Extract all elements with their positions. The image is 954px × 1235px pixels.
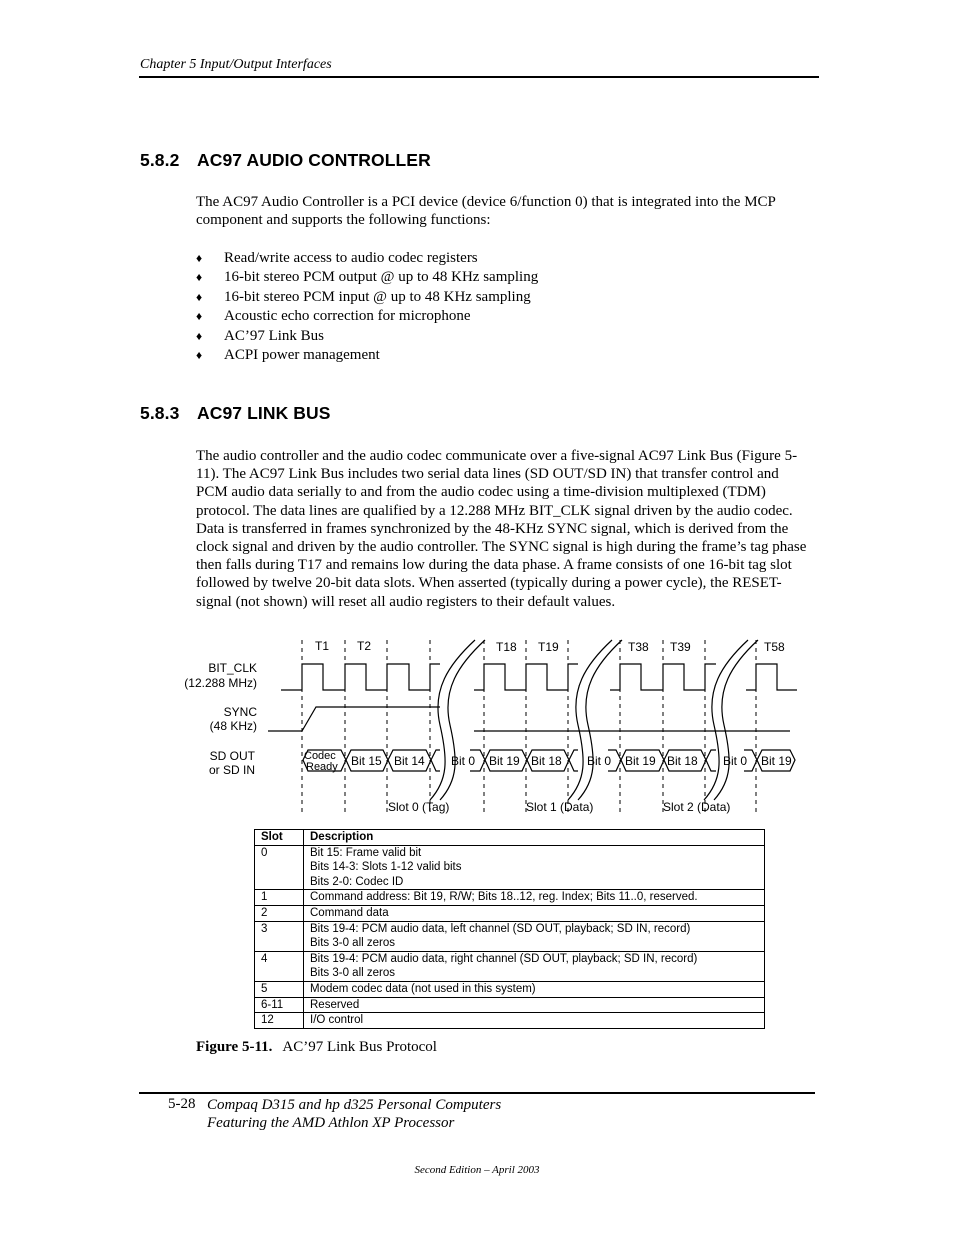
running-header: Chapter 5 Input/Output Interfaces [140, 57, 332, 72]
time-label: T58 [764, 640, 785, 654]
time-label: T38 [628, 640, 649, 654]
figure-title: AC’97 Link Bus Protocol [282, 1039, 437, 1055]
bit-label: Bit 15 [351, 754, 382, 768]
diamond-bullet-icon: ♦ [196, 309, 203, 324]
description-cell: Bits 19-4: PCM audio data, left channel (SD OUT, playback; SD IN, record) Bits 3-0 all zeros [304, 921, 765, 951]
list-item: ♦ Read/write access to audio codec registers [196, 249, 538, 268]
codec-ready-label: Codec [304, 750, 336, 762]
list-item: ♦ AC’97 Link Bus [196, 327, 538, 346]
slot-cell: 5 [255, 981, 304, 997]
list-item: ♦ Acoustic echo correction for microphone [196, 307, 538, 326]
slot-cell: 6-11 [255, 997, 304, 1013]
bitclk-waveform [610, 664, 716, 690]
slot-label: Slot 2 (Data) [663, 800, 731, 814]
codec-ready-label: Ready [306, 761, 338, 773]
bit-label: Bit 14 [394, 754, 425, 768]
list-item: ♦ ACPI power management [196, 346, 538, 365]
bit-label: Bit 19 [489, 754, 520, 768]
table-row [255, 921, 765, 951]
edition-note: Second Edition – April 2003 [414, 1164, 540, 1176]
slot-cell: 2 [255, 905, 304, 921]
figure-label: Figure 5-11. [196, 1039, 273, 1055]
signal-label-sync: SYNC [223, 705, 257, 719]
bitclk-waveform [281, 664, 440, 690]
diamond-bullet-icon: ♦ [196, 347, 203, 362]
bit-label: Bit 0 [587, 754, 612, 768]
table-row [255, 951, 765, 981]
page-number: 5-28 [168, 1096, 196, 1112]
time-label: T1 [315, 639, 330, 653]
signal-label-bitclk-freq: (12.288 MHz) [184, 676, 257, 690]
column-header-description: Description [304, 830, 765, 846]
slot-cell: 3 [255, 921, 304, 951]
slot-label: Slot 1 (Data) [526, 800, 594, 814]
signal-label-sync-freq: (48 KHz) [209, 719, 257, 733]
slot-cell: 0 [255, 845, 304, 890]
list-item: ♦ 16-bit stereo PCM output @ up to 48 KHz sampling [196, 268, 538, 287]
bitclk-waveform [474, 664, 578, 690]
slot-label: Slot 0 (Tag) [388, 800, 450, 814]
table-row [255, 845, 765, 890]
list-item: ♦ 16-bit stereo PCM input @ up to 48 KHz sampling [196, 288, 538, 307]
column-header-slot: Slot [255, 830, 304, 846]
slot-cell: 1 [255, 890, 304, 906]
slot-cell: 12 [255, 1013, 304, 1029]
time-marker-lines [302, 640, 756, 812]
signal-label-sd: SD OUT [209, 749, 255, 763]
footer-rule [139, 1092, 815, 1094]
table-row [255, 997, 765, 1013]
bit-label: Bit 0 [451, 754, 476, 768]
bit-label: Bit 19 [625, 754, 656, 768]
section-title: AC97 AUDIO CONTROLLER [197, 150, 431, 170]
sync-waveform [268, 707, 440, 731]
figure-caption [196, 1039, 437, 1056]
diamond-bullet-icon: ♦ [196, 328, 203, 343]
bit-label: Bit 18 [667, 754, 698, 768]
section-number: 5.8.2 [140, 150, 180, 170]
bitclk-waveform [746, 664, 797, 690]
description-cell: Modem codec data (not used in this system) [304, 981, 765, 997]
bit-label: Bit 18 [531, 754, 562, 768]
signal-label-sd-2: or SD IN [208, 763, 255, 777]
diamond-bullet-icon: ♦ [196, 289, 203, 304]
table-row [255, 905, 765, 921]
table-row [255, 981, 765, 997]
intro-paragraph: The AC97 Audio Controller is a PCI device (device 6/function 0) that is integrated into the MCP component and supports the following functions: [196, 194, 776, 229]
description-cell: Command data [304, 905, 765, 921]
description-cell: Bits 19-4: PCM audio data, right channel (SD OUT, playback; SD IN, record) Bits 3-0 all zeros [304, 951, 765, 981]
time-label: T39 [670, 640, 691, 654]
link-bus-paragraph: The audio controller and the audio codec communicate over a five-signal AC97 Link Bus (Figure 5-11). The AC97 Link Bus includes two serial data lines (SD OUT/SD IN) that transfer control and PCM audio data serially to and from the audio codec using a time-division multiplexed (TDM) protocol. The data lines are qualified by a 12.288 MHz BIT_CLK signal driven by the audio codec. Data is transferred in frames synchronized by the 48-KHz SYNC signal, which is derived from the clock signal and driven by the audio controller. The SYNC signal is high during the frame’s tag phase then falls during T17 and remains low during the data phase. A frame consists of one 16-bit tag slot followed by twelve 20-bit data slots. When asserted (typically during a power cycle), the RESET- signal (not shown) will reset all audio registers to their default values. [196, 448, 807, 610]
description-cell: Command address: Bit 19, R/W; Bits 18..12, reg. Index; Bits 11..0, reserved. [304, 890, 765, 906]
description-cell: Reserved [304, 997, 765, 1013]
diamond-bullet-icon: ♦ [196, 251, 203, 265]
book-title: Compaq D315 and hp d325 Personal Computers Featuring the AMD Athlon XP Processor [207, 1097, 502, 1131]
bit-label: Bit 19 [761, 754, 792, 768]
table-header-row [255, 830, 765, 846]
diamond-bullet-icon: ♦ [196, 270, 203, 285]
section-number: 5.8.3 [140, 403, 180, 423]
bit-label: Bit 0 [723, 754, 748, 768]
time-label: T2 [357, 639, 372, 653]
slot-table [254, 829, 765, 1029]
slot-cell: 4 [255, 951, 304, 981]
signal-label-bitclk: BIT_CLK [208, 661, 257, 675]
table-row [255, 890, 765, 906]
time-label: T19 [538, 640, 559, 654]
time-label: T18 [496, 640, 517, 654]
section-title: AC97 LINK BUS [197, 403, 331, 423]
description-cell: Bit 15: Frame valid bit Bits 14-3: Slots 1-12 valid bits Bits 2-0: Codec ID [304, 845, 765, 890]
table-row [255, 1013, 765, 1029]
description-cell: I/O control [304, 1013, 765, 1029]
